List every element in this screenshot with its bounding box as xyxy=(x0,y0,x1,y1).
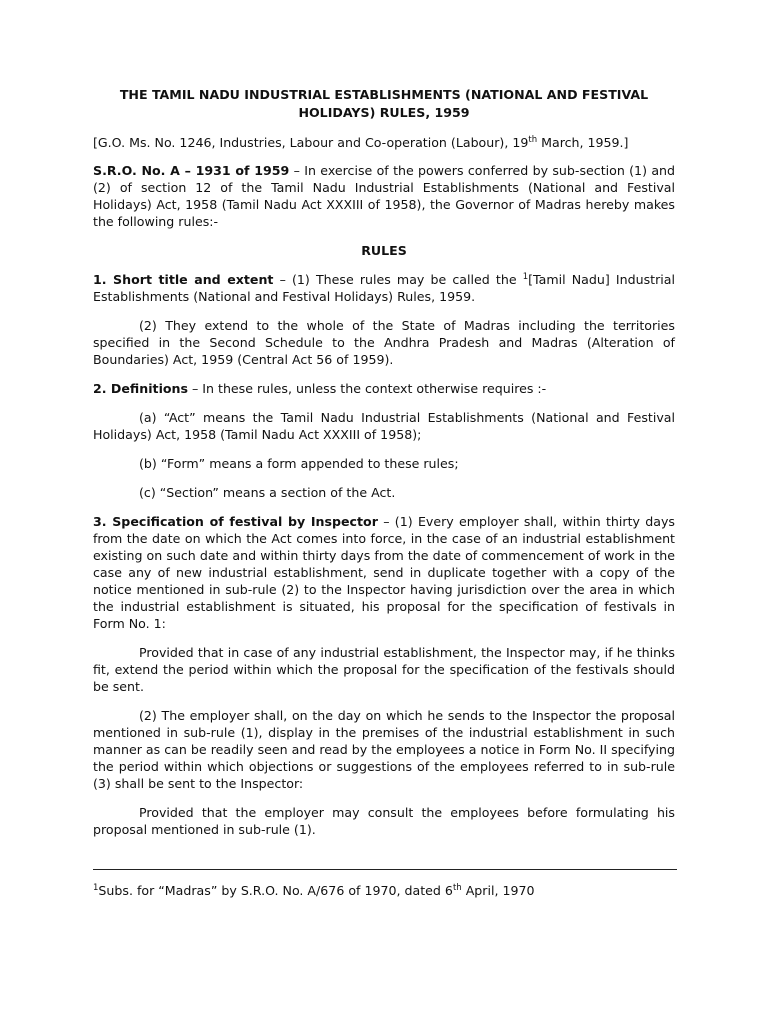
go-reference-sup: th xyxy=(528,134,538,145)
footnote xyxy=(93,882,675,899)
footnote-text-end: April, 1970 xyxy=(461,883,535,898)
rule-2-heading: 2. Definitions xyxy=(93,381,188,396)
rule-3-proviso-2: Provided that the employer may consult the employees before formulating his proposal mentioned in sub-rule (1). xyxy=(93,805,675,837)
rules-heading: RULES xyxy=(361,243,407,258)
rule-2-text: – In these rules, unless the context otherwise requires :- xyxy=(188,381,547,396)
rule-1-sub-2: (2) They extend to the whole of the State of Madras including the territories specified in the Second Schedule to the Andhra Pradesh and Madras (Alteration of Boundaries) Act, 1959 (Central Act 56 of 1959). xyxy=(93,318,675,367)
rule-3-sub-2: (2) The employer shall, on the day on which he sends to the Inspector the proposal mentioned in sub-rule (1), display in the premises of the industrial establishment in such manner as can be readily seen and read by the employees a notice in Form No. II specifying the period within which objections or suggestions of the employees referred to in sub-rule (3) shall be sent to the Inspector: xyxy=(93,708,675,791)
go-reference-text: [G.O. Ms. No. 1246, Industries, Labour and Co-operation (Labour), 19 xyxy=(93,135,529,150)
rule-2-clause-b: (b) “Form” means a form appended to these rules; xyxy=(139,456,459,471)
rule-3-heading: 3. Specification of festival by Inspector xyxy=(93,514,378,529)
rule-1-text-end: [Tamil Nadu] Industrial Establishments (National and Festival Holidays) Rules, 1959. xyxy=(93,272,675,304)
document-body xyxy=(93,86,675,850)
rule-2-clause-c: (c) “Section” means a section of the Act. xyxy=(139,485,396,500)
title-line-2: HOLIDAYS) RULES, 1959 xyxy=(298,105,470,120)
footnote-ref-1: 1 xyxy=(522,271,529,282)
go-reference xyxy=(93,134,675,151)
rule-3-proviso-1: Provided that in case of any industrial establishment, the Inspector may, if he thinks fit, extend the period within which the proposal for the specification of the festivals should be sent. xyxy=(93,645,675,694)
rule-2 xyxy=(93,380,675,397)
footnote-sup: th xyxy=(452,882,462,893)
go-reference-text-end: March, 1959.] xyxy=(537,135,629,150)
rule-3-text: – (1) Every employer shall, within thirty days from the date on which the Act comes into force, in the case of an industrial establishment existing on such date and within thirty days from the date of commencement of work in the case any of new industrial establishment, send in duplicate together with a copy of the notice mentioned in sub-rule (2) to the Inspector having jurisdiction over the area in which the industrial establishment is situated, his proposal for the specification of festivals in Form No. 1: xyxy=(93,514,675,631)
rule-1 xyxy=(93,271,675,305)
rule-1-heading: 1. Short title and extent xyxy=(93,272,274,287)
preamble-heading: S.R.O. No. A – 1931 of 1959 xyxy=(93,163,290,178)
rule-3 xyxy=(93,513,675,632)
rule-2-clause-a: (a) “Act” means the Tamil Nadu Industrial Establishments (National and Festival Holidays) Act, 1958 (Tamil Nadu Act XXXIII of 1958); xyxy=(93,410,675,442)
preamble-text: – In exercise of the powers conferred by sub-section (1) and (2) of section 12 of the Tamil Nadu Industrial Establishments (National and Festival Holidays) Act, 1958 (Tamil Nadu Act XXXIII of 1958), the Governor of Madras hereby makes the following rules:- xyxy=(93,163,676,229)
footnote-text: Subs. for “Madras” by S.R.O. No. A/676 of 1970, dated 6 xyxy=(98,883,453,898)
rule-1-text: – (1) These rules may be called the xyxy=(273,272,523,287)
title-line-1: THE TAMIL NADU INDUSTRIAL ESTABLISHMENTS (NATIONAL AND FESTIVAL xyxy=(119,87,649,102)
preamble xyxy=(93,162,675,230)
footnote-divider xyxy=(93,869,677,870)
document-title xyxy=(93,86,675,122)
footnote-marker: 1 xyxy=(93,882,99,893)
